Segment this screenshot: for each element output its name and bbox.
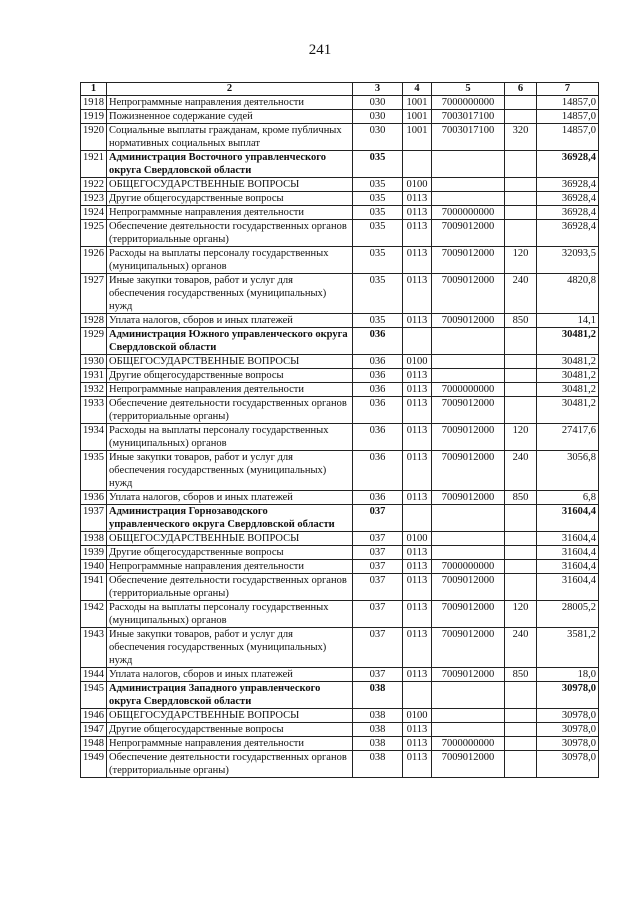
amount-cell: 30481,2 [537,383,599,397]
amount-cell: 31604,4 [537,560,599,574]
amount-cell: 27417,6 [537,424,599,451]
target-code-cell: 7009012000 [432,601,505,628]
target-code-cell [432,532,505,546]
amount-cell: 6,8 [537,491,599,505]
description-cell: Другие общегосударственные вопросы [107,723,353,737]
ministry-code-cell: 037 [353,574,403,601]
amount-cell: 28005,2 [537,601,599,628]
header-col-3: 3 [353,83,403,96]
description-cell: Пожизненное содержание судей [107,110,353,124]
table-row [81,110,599,124]
header-col-6: 6 [505,83,537,96]
section-code-cell: 0113 [403,247,432,274]
expense-type-cell [505,723,537,737]
description-cell: Другие общегосударственные вопросы [107,369,353,383]
section-code-cell: 0113 [403,220,432,247]
section-code-cell: 0113 [403,383,432,397]
expense-type-cell [505,383,537,397]
amount-cell: 30978,0 [537,709,599,723]
description-cell: Обеспечение деятельности государственных органов (территориальные органы) [107,397,353,424]
target-code-cell: 7000000000 [432,560,505,574]
row-number-cell: 1946 [81,709,107,723]
section-code-cell: 0113 [403,668,432,682]
ministry-code-cell: 035 [353,206,403,220]
table-row [81,723,599,737]
description-cell: Расходы на выплаты персоналу государственных (муниципальных) органов [107,424,353,451]
table-row [81,192,599,206]
expense-type-cell [505,192,537,206]
expense-type-cell: 320 [505,124,537,151]
target-code-cell: 7009012000 [432,751,505,778]
target-code-cell: 7009012000 [432,424,505,451]
row-number-cell: 1921 [81,151,107,178]
description-cell: Обеспечение деятельности государственных органов (территориальные органы) [107,574,353,601]
table-row [81,532,599,546]
description-cell: Иные закупки товаров, работ и услуг для обеспечения государственных (муниципальных) нужд [107,451,353,491]
ministry-code-cell: 035 [353,192,403,206]
target-code-cell: 7000000000 [432,206,505,220]
row-number-cell: 1929 [81,328,107,355]
description-cell: Иные закупки товаров, работ и услуг для обеспечения государственных (муниципальных) нужд [107,274,353,314]
description-cell: Администрация Южного управленческого округа Свердловской области [107,328,353,355]
ministry-code-cell: 036 [353,397,403,424]
row-number-cell: 1920 [81,124,107,151]
amount-cell: 3056,8 [537,451,599,491]
section-code-cell: 0113 [403,274,432,314]
budget-table [80,82,599,778]
target-code-cell: 7003017100 [432,124,505,151]
row-number-cell: 1943 [81,628,107,668]
row-number-cell: 1918 [81,96,107,110]
expense-type-cell [505,505,537,532]
expense-type-cell: 120 [505,247,537,274]
description-cell: Администрация Горнозаводского управленческого округа Свердловской области [107,505,353,532]
section-code-cell [403,328,432,355]
row-number-cell: 1924 [81,206,107,220]
amount-cell: 36928,4 [537,220,599,247]
ministry-code-cell: 037 [353,601,403,628]
row-number-cell: 1945 [81,682,107,709]
section-code-cell: 0113 [403,601,432,628]
row-number-cell: 1927 [81,274,107,314]
section-code-cell: 0113 [403,206,432,220]
expense-type-cell [505,751,537,778]
description-cell: Администрация Западного управленческого округа Свердловской области [107,682,353,709]
ministry-code-cell: 036 [353,355,403,369]
expense-type-cell: 850 [505,491,537,505]
description-cell: Уплата налогов, сборов и иных платежей [107,314,353,328]
row-number-cell: 1937 [81,505,107,532]
amount-cell: 31604,4 [537,574,599,601]
section-code-cell: 0100 [403,355,432,369]
description-cell: ОБЩЕГОСУДАРСТВЕННЫЕ ВОПРОСЫ [107,709,353,723]
amount-cell: 36928,4 [537,151,599,178]
table-row [81,601,599,628]
table-row [81,274,599,314]
section-code-cell: 1001 [403,124,432,151]
table-row [81,491,599,505]
section-code-cell: 0113 [403,723,432,737]
ministry-code-cell: 038 [353,737,403,751]
expense-type-cell [505,369,537,383]
ministry-code-cell: 030 [353,96,403,110]
expense-type-cell [505,546,537,560]
ministry-code-cell: 038 [353,682,403,709]
section-code-cell: 0113 [403,314,432,328]
table-row [81,96,599,110]
expense-type-cell [505,220,537,247]
page-number: 241 [308,42,332,58]
target-code-cell: 7000000000 [432,737,505,751]
ministry-code-cell: 037 [353,546,403,560]
table-row [81,369,599,383]
table-row [81,546,599,560]
table-row [81,424,599,451]
amount-cell: 36928,4 [537,206,599,220]
ministry-code-cell: 030 [353,124,403,151]
row-number-cell: 1936 [81,491,107,505]
ministry-code-cell: 037 [353,628,403,668]
row-number-cell: 1928 [81,314,107,328]
description-cell: Расходы на выплаты персоналу государственных (муниципальных) органов [107,247,353,274]
table-row [81,709,599,723]
description-cell: Непрограммные направления деятельности [107,560,353,574]
amount-cell: 36928,4 [537,192,599,206]
amount-cell: 30978,0 [537,723,599,737]
target-code-cell [432,192,505,206]
ministry-code-cell: 038 [353,709,403,723]
row-number-cell: 1923 [81,192,107,206]
target-code-cell: 7009012000 [432,451,505,491]
target-code-cell [432,682,505,709]
table-row [81,751,599,778]
row-number-cell: 1948 [81,737,107,751]
row-number-cell: 1932 [81,383,107,397]
amount-cell: 4820,8 [537,274,599,314]
row-number-cell: 1947 [81,723,107,737]
description-cell: ОБЩЕГОСУДАРСТВЕННЫЕ ВОПРОСЫ [107,532,353,546]
section-code-cell: 0113 [403,369,432,383]
amount-cell: 30481,2 [537,355,599,369]
section-code-cell: 0113 [403,192,432,206]
expense-type-cell [505,96,537,110]
target-code-cell [432,505,505,532]
table-body [81,96,599,778]
expense-type-cell [505,532,537,546]
expense-type-cell: 120 [505,424,537,451]
description-cell: Социальные выплаты гражданам, кроме публичных нормативных социальных выплат [107,124,353,151]
description-cell: Непрограммные направления деятельности [107,383,353,397]
row-number-cell: 1949 [81,751,107,778]
ministry-code-cell: 035 [353,247,403,274]
ministry-code-cell: 037 [353,505,403,532]
ministry-code-cell: 035 [353,151,403,178]
target-code-cell: 7009012000 [432,574,505,601]
row-number-cell: 1925 [81,220,107,247]
description-cell: Администрация Восточного управленческого округа Свердловской области [107,151,353,178]
target-code-cell [432,369,505,383]
section-code-cell: 0113 [403,424,432,451]
header-col-7: 7 [537,83,599,96]
amount-cell: 30481,2 [537,369,599,383]
amount-cell: 30481,2 [537,397,599,424]
table-row [81,151,599,178]
target-code-cell: 7000000000 [432,96,505,110]
description-cell: Другие общегосударственные вопросы [107,546,353,560]
section-code-cell: 0113 [403,560,432,574]
ministry-code-cell: 036 [353,369,403,383]
section-code-cell: 0113 [403,451,432,491]
target-code-cell: 7003017100 [432,110,505,124]
table-row [81,124,599,151]
expense-type-cell [505,151,537,178]
expense-type-cell [505,737,537,751]
row-number-cell: 1934 [81,424,107,451]
row-number-cell: 1935 [81,451,107,491]
table-row [81,247,599,274]
header-col-4: 4 [403,83,432,96]
row-number-cell: 1931 [81,369,107,383]
row-number-cell: 1922 [81,178,107,192]
table-row [81,206,599,220]
target-code-cell: 7009012000 [432,668,505,682]
expense-type-cell: 240 [505,274,537,314]
row-number-cell: 1938 [81,532,107,546]
target-code-cell [432,355,505,369]
target-code-cell: 7009012000 [432,491,505,505]
description-cell: Уплата налогов, сборов и иных платежей [107,491,353,505]
description-cell: Непрограммные направления деятельности [107,96,353,110]
table-row [81,397,599,424]
section-code-cell: 0113 [403,751,432,778]
ministry-code-cell: 035 [353,178,403,192]
amount-cell: 14857,0 [537,110,599,124]
amount-cell: 31604,4 [537,505,599,532]
expense-type-cell: 240 [505,451,537,491]
ministry-code-cell: 035 [353,274,403,314]
table-row [81,220,599,247]
ministry-code-cell: 035 [353,220,403,247]
amount-cell: 3581,2 [537,628,599,668]
row-number-cell: 1926 [81,247,107,274]
target-code-cell: 7000000000 [432,383,505,397]
ministry-code-cell: 036 [353,491,403,505]
section-code-cell: 0100 [403,709,432,723]
section-code-cell: 0113 [403,574,432,601]
row-number-cell: 1939 [81,546,107,560]
section-code-cell: 0100 [403,532,432,546]
expense-type-cell [505,206,537,220]
ministry-code-cell: 036 [353,424,403,451]
ministry-code-cell: 036 [353,328,403,355]
table-row [81,505,599,532]
expense-type-cell [505,682,537,709]
table-row [81,682,599,709]
section-code-cell: 1001 [403,96,432,110]
section-code-cell: 0113 [403,546,432,560]
amount-cell: 14,1 [537,314,599,328]
amount-cell: 31604,4 [537,546,599,560]
target-code-cell: 7009012000 [432,314,505,328]
target-code-cell [432,328,505,355]
section-code-cell [403,682,432,709]
target-code-cell: 7009012000 [432,397,505,424]
target-code-cell [432,546,505,560]
ministry-code-cell: 038 [353,751,403,778]
description-cell: Непрограммные направления деятельности [107,206,353,220]
expense-type-cell [505,560,537,574]
table-row [81,668,599,682]
expense-type-cell: 240 [505,628,537,668]
table-row [81,737,599,751]
section-code-cell: 0113 [403,628,432,668]
expense-type-cell [505,178,537,192]
description-cell: Другие общегосударственные вопросы [107,192,353,206]
section-code-cell [403,151,432,178]
row-number-cell: 1940 [81,560,107,574]
target-code-cell [432,709,505,723]
header-col-2: 2 [107,83,353,96]
table-header [81,83,599,96]
table-row [81,178,599,192]
amount-cell: 18,0 [537,668,599,682]
table-row [81,355,599,369]
table-row [81,574,599,601]
expense-type-cell [505,397,537,424]
description-cell: ОБЩЕГОСУДАРСТВЕННЫЕ ВОПРОСЫ [107,178,353,192]
description-cell: Уплата налогов, сборов и иных платежей [107,668,353,682]
expense-type-cell [505,709,537,723]
target-code-cell: 7009012000 [432,247,505,274]
expense-type-cell [505,355,537,369]
expense-type-cell [505,328,537,355]
section-code-cell: 0113 [403,397,432,424]
target-code-cell [432,178,505,192]
amount-cell: 36928,4 [537,178,599,192]
expense-type-cell [505,574,537,601]
expense-type-cell [505,110,537,124]
row-number-cell: 1919 [81,110,107,124]
row-number-cell: 1944 [81,668,107,682]
expense-type-cell: 850 [505,314,537,328]
amount-cell: 32093,5 [537,247,599,274]
description-cell: Иные закупки товаров, работ и услуг для обеспечения государственных (муниципальных) нужд [107,628,353,668]
table-row [81,451,599,491]
table-row [81,314,599,328]
target-code-cell: 7009012000 [432,274,505,314]
ministry-code-cell: 036 [353,451,403,491]
amount-cell: 31604,4 [537,532,599,546]
header-col-5: 5 [432,83,505,96]
row-number-cell: 1942 [81,601,107,628]
table-row [81,328,599,355]
ministry-code-cell: 030 [353,110,403,124]
target-code-cell [432,151,505,178]
section-code-cell: 1001 [403,110,432,124]
table-row [81,560,599,574]
target-code-cell: 7009012000 [432,628,505,668]
description-cell: Расходы на выплаты персоналу государственных (муниципальных) органов [107,601,353,628]
row-number-cell: 1941 [81,574,107,601]
description-cell: Обеспечение деятельности государственных органов (территориальные органы) [107,751,353,778]
amount-cell: 30978,0 [537,751,599,778]
expense-type-cell: 850 [505,668,537,682]
target-code-cell [432,723,505,737]
ministry-code-cell: 037 [353,532,403,546]
amount-cell: 30978,0 [537,737,599,751]
ministry-code-cell: 037 [353,560,403,574]
ministry-code-cell: 035 [353,314,403,328]
target-code-cell: 7009012000 [432,220,505,247]
amount-cell: 30481,2 [537,328,599,355]
table-row [81,383,599,397]
amount-cell: 14857,0 [537,96,599,110]
amount-cell: 30978,0 [537,682,599,709]
section-code-cell: 0113 [403,737,432,751]
expense-type-cell: 120 [505,601,537,628]
description-cell: ОБЩЕГОСУДАРСТВЕННЫЕ ВОПРОСЫ [107,355,353,369]
description-cell: Непрограммные направления деятельности [107,737,353,751]
description-cell: Обеспечение деятельности государственных органов (территориальные органы) [107,220,353,247]
header-row [81,83,599,96]
ministry-code-cell: 038 [353,723,403,737]
table-row [81,628,599,668]
section-code-cell: 0100 [403,178,432,192]
ministry-code-cell: 037 [353,668,403,682]
row-number-cell: 1933 [81,397,107,424]
section-code-cell: 0113 [403,491,432,505]
header-col-1: 1 [81,83,107,96]
section-code-cell [403,505,432,532]
amount-cell: 14857,0 [537,124,599,151]
ministry-code-cell: 036 [353,383,403,397]
row-number-cell: 1930 [81,355,107,369]
